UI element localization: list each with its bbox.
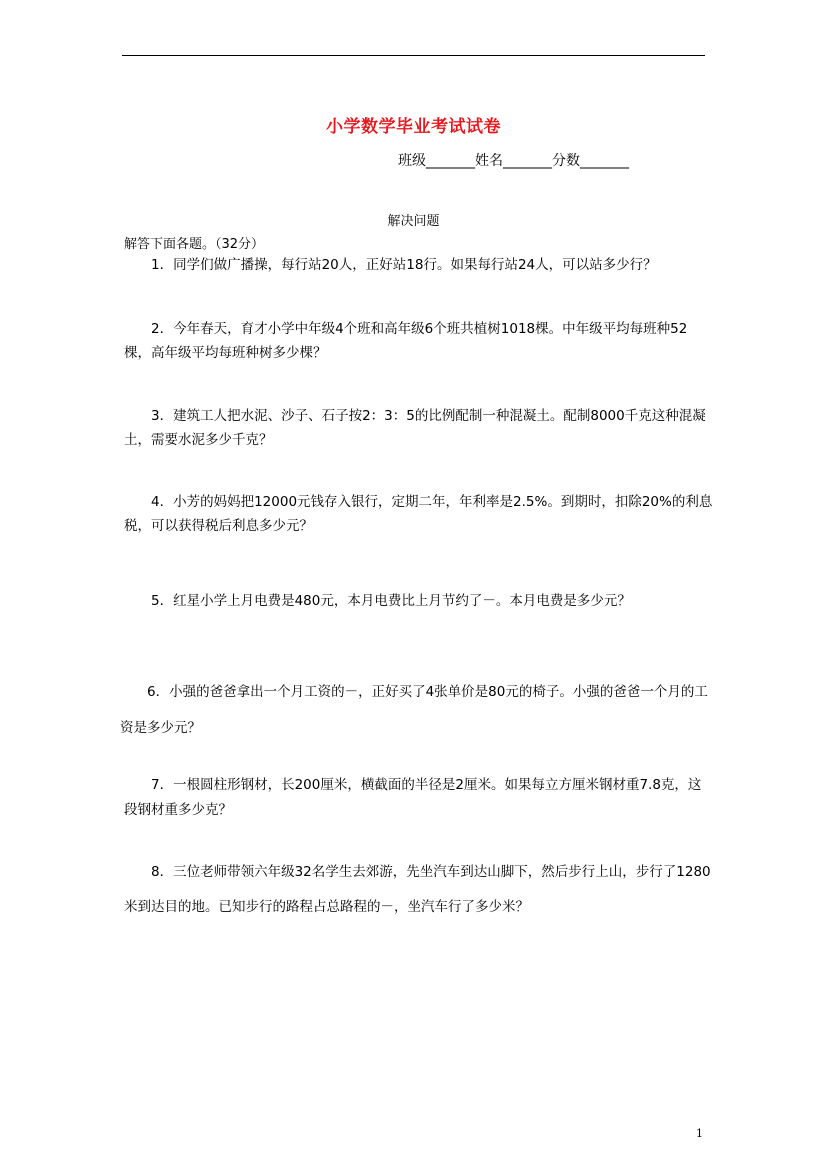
question-8	[124, 855, 714, 925]
question-text: 6．小强的爸爸拿出一个月工资的－，正好买了4张单价是80元的椅子。小强的爸爸一个月的工资是多少元？	[120, 684, 708, 736]
section-title: 解决问题	[387, 214, 440, 229]
question-text: 3．建筑工人把水泥、沙子、石子按2：3：5的比例配制一种混凝土。配制8000千克这种混凝土，需要水泥多少千克？	[124, 408, 706, 448]
question-text: 1．同学们做广播操，每行站20人，正好站18行。如果每行站24人，可以站多少行？	[151, 257, 657, 273]
question-1	[124, 254, 714, 276]
header-rule	[122, 55, 705, 56]
class-field: 班级_______	[398, 153, 475, 169]
question-6	[120, 674, 714, 746]
question-text: 2．今年春天，育才小学中年级4个班和高年级6个班共植树1018棵。中年级平均每班种52棵，高年级平均每班种树多少棵？	[124, 321, 688, 361]
name-field: 姓名_______	[475, 153, 552, 169]
question-text: 7．一根圆柱形钢材，长200厘米，横截面的半径是2厘米。如果每立方厘米钢材重7.8克，这段钢材重多少克？	[124, 777, 702, 818]
question-text: 4．小芳的妈妈把12000元钱存入银行，定期二年，年利率是2.5%。到期时，扣除20%的利息税，可以获得税后利息多少元？	[124, 494, 713, 534]
page-title: 小学数学毕业考试试卷	[326, 117, 501, 137]
instructions: 解答下面各题。（32分）	[124, 237, 265, 252]
question-5	[124, 590, 714, 612]
question-3	[124, 404, 714, 452]
question-4	[124, 490, 714, 538]
page-number: 1	[696, 1127, 703, 1140]
question-text: 8．三位老师带领六年级32名学生去郊游，先坐汽车到达山脚下，然后步行上山，步行了1280米到达目的地。已知步行的路程占总路程的－，坐汽车行了多少米？	[124, 864, 711, 915]
score-field: 分数_______	[552, 153, 629, 169]
question-text: 5．红星小学上月电费是480元，本月电费比上月节约了－。本月电费是多少元？	[151, 593, 631, 609]
question-7	[124, 773, 714, 823]
student-info-fields	[398, 150, 629, 170]
question-2	[124, 317, 714, 365]
